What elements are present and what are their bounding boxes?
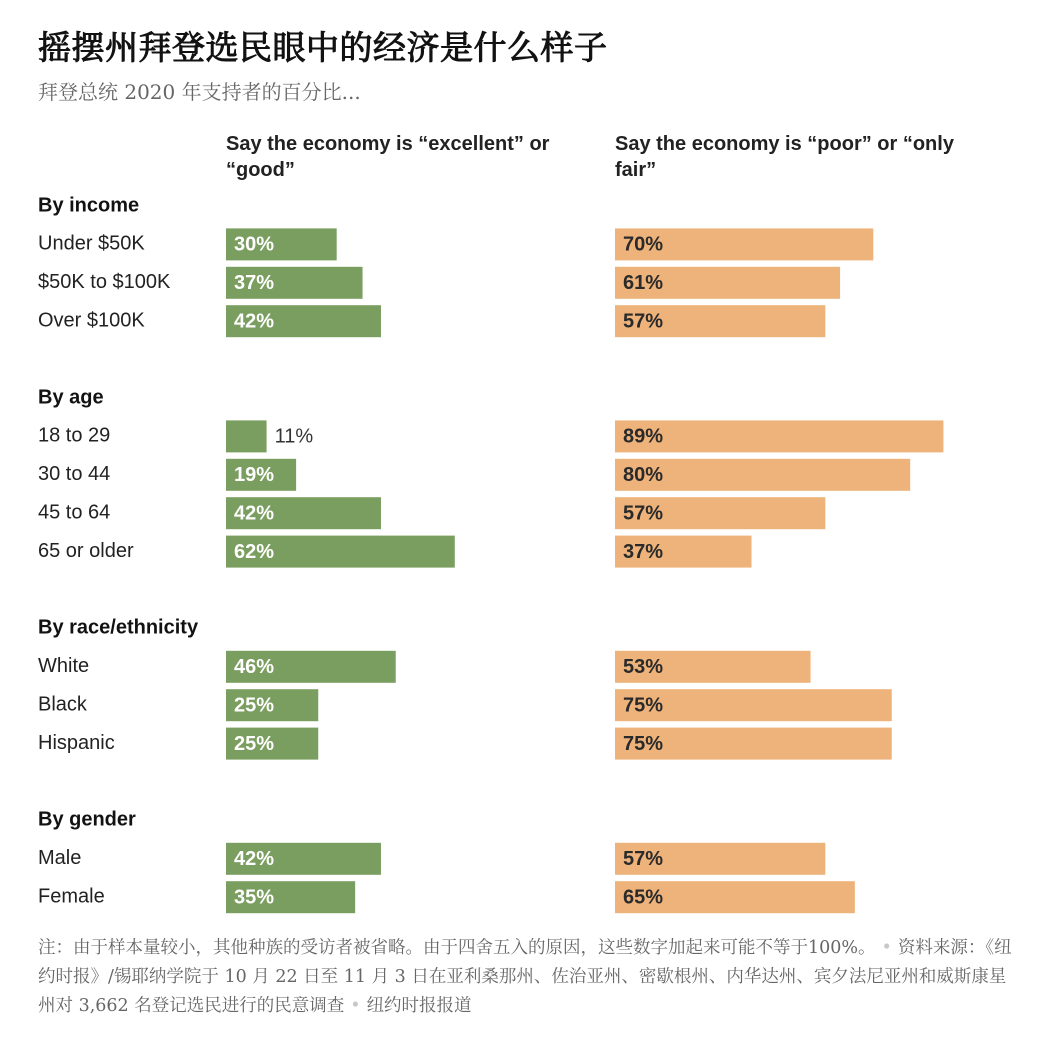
positive-value-label: 25% — [234, 732, 275, 755]
positive-value-label: 42% — [234, 502, 275, 525]
separator-dot-icon: • — [881, 938, 892, 958]
row-label: Under $50K — [38, 232, 145, 255]
positive-value-label: 42% — [234, 310, 275, 333]
footnote-note: 注：由于样本量较小，其他种族的受访者被省略。由于四舍五入的原因，这些数字加起来可能不等于100%。 — [38, 938, 876, 958]
positive-value-label: 35% — [234, 886, 275, 909]
row-label: 30 to 44 — [38, 463, 111, 486]
positive-value-label: 42% — [234, 848, 275, 871]
footnote-credit: 纽约时报报道 — [366, 996, 472, 1016]
footnote — [38, 934, 1018, 1021]
negative-value-label: 89% — [623, 425, 664, 448]
row-label: Male — [38, 847, 82, 870]
column-header-positive: Say the economy is “excellent” or “good” — [226, 133, 550, 181]
negative-value-label: 61% — [623, 272, 664, 295]
column-header-negative: Say the economy is “poor” or “only fair” — [615, 133, 954, 181]
negative-value-label: 75% — [623, 732, 664, 755]
negative-value-label: 70% — [623, 233, 664, 256]
chart-subtitle: 拜登总统 2020 年支持者的百分比... — [38, 80, 361, 104]
row-label: Over $100K — [38, 309, 145, 332]
positive-value-label: 37% — [234, 272, 275, 295]
negative-value-label: 75% — [623, 694, 664, 717]
row-label: White — [38, 655, 90, 678]
negative-bar — [615, 420, 943, 452]
negative-value-label: 37% — [623, 540, 664, 563]
separator-dot-icon: • — [350, 996, 361, 1016]
negative-value-label: 65% — [623, 886, 664, 909]
positive-value-label: 62% — [234, 540, 275, 563]
row-label: Female — [38, 885, 105, 908]
negative-value-label: 57% — [623, 848, 664, 871]
positive-value-label: 25% — [234, 694, 275, 717]
positive-bar — [226, 420, 267, 452]
group-header: By age — [38, 386, 104, 409]
positive-value-label: 11% — [274, 425, 314, 448]
group-header: By income — [38, 194, 140, 217]
negative-value-label: 57% — [623, 502, 664, 525]
row-label: 65 or older — [38, 539, 134, 562]
footnote-source: 资料来源：《纽约时报》/锡耶纳学院于 10 月 22 日至 11 月 3 日在亚利桑那州、佐治亚州、密歇根州、内华达州、宾夕法尼亚州和威斯康星州对 3,662 名登记选民进行的民意调查 — [38, 938, 1012, 1016]
group-header: By gender — [38, 808, 136, 831]
negative-value-label: 53% — [623, 656, 664, 679]
row-label: 45 to 64 — [38, 501, 111, 524]
negative-value-label: 57% — [623, 310, 664, 333]
positive-value-label: 30% — [234, 233, 275, 256]
row-label: Black — [38, 693, 87, 716]
group-header: By race/ethnicity — [38, 616, 199, 639]
positive-value-label: 46% — [234, 656, 275, 679]
row-label: $50K to $100K — [38, 271, 171, 294]
row-label: Hispanic — [38, 731, 115, 754]
negative-value-label: 80% — [623, 464, 664, 487]
positive-value-label: 19% — [234, 464, 275, 487]
row-label: 18 to 29 — [38, 424, 111, 447]
chart-title: 摇摆州拜登选民眼中的经济是什么样子 — [38, 28, 608, 67]
